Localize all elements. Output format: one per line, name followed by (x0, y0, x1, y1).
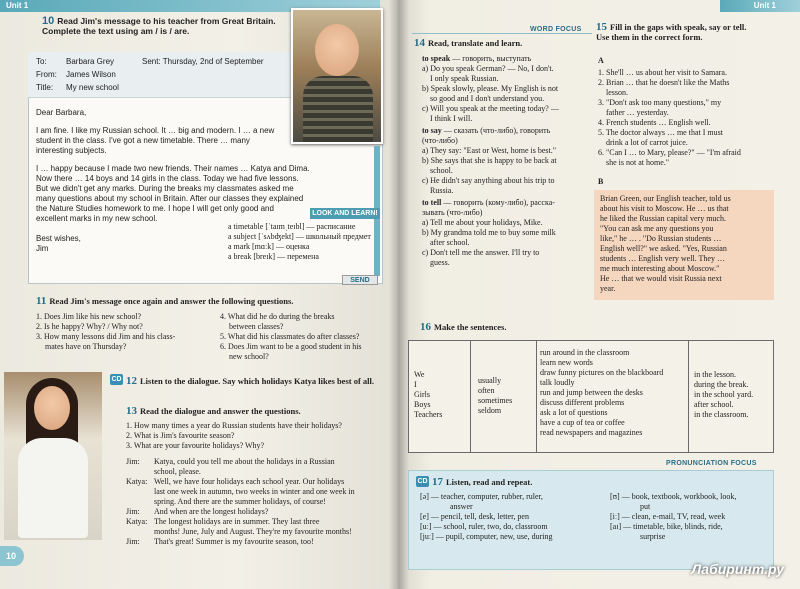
pronunciation-left: [ə] — teacher, computer, rubber, ruler, answer [e] — pencil, tell, desk, letter, pen [uː] — school, ruler, two, do, classroom [juː] — pupil, computer, new, use, during (420, 492, 553, 541)
exercise-15-b: Brian Green, our English teacher, told us about his visit to Moscow. He … us that he liked the Russian capital very much. "You can ask me any questions you like," he … . "Do Russian students … English well?" we asked. "Yes, Russian students … English very well. They … me much interesting about Moscow." He … that we would visit Russia next year. (600, 194, 731, 293)
exercise-14-body: to speak — говорить, выступать a) Do you speak German? — No, I don't. I only speak Russian. b) Speak slowly, please. My English is not so good and I don't understand you. c) Will you speak at the meeting today? — I think I will. to say — сказать (что-либо), говорить (что-либо) a) They say: "East or West, home is best." b) She says that she is happy to be back at school. c) He didn't say anything about his trip to Russia. to tell — говорить (кому-либо), расска- зывать (что-либо) a) Tell me about your holidays, Mike. b) My grandma told me to buy some milk after school. c) Don't tell me the answer. I'll try to guess. (422, 54, 559, 267)
watermark-logo: Лабиринт.ру (691, 561, 784, 577)
exercise-15-b-label: B (598, 177, 604, 186)
boy-face (315, 24, 359, 76)
exercise-13-questions: 1. How many times a year do Russian students have their holidays? 2. What is Jim's favourite season? 3. What are your favourite holidays? Why? (126, 421, 342, 450)
subjects-list: We I Girls Boys Teachers (414, 370, 443, 419)
email-sign-off: Best wishes, (36, 234, 81, 243)
girl-shirt (18, 438, 88, 538)
exercise-11-questions-a: 1. Does Jim like his new school? 2. Is he happy? Why? / Why not? 3. How many lessons did Jim and his class- mates have on Thursday? (36, 312, 176, 351)
email-title: My new school (66, 83, 119, 92)
page-number: 10 (6, 551, 17, 561)
exercise-15-title: 15 Fill in the gaps with speak, say or tell. Use them in the correct form. (596, 21, 747, 42)
exercise-14-title: 14 Read, translate and learn. (414, 37, 523, 49)
look-and-learn-box: a timetable [ˈtaɪmˌteɪbl] — расписание a subject [ˈsʌbʤekt] — школьный предмет a mark [mɑːk] — оценка a break [breɪk] — перемена (228, 222, 371, 261)
exercise-10-title: 10 Read Jim's message to his teacher from Great Britain. Complete the text using am / is / are. (42, 15, 276, 36)
adverbs-list: usually often sometimes seldom (478, 376, 513, 415)
unit-bar-right: Unit 1 (720, 0, 800, 12)
exercise-15-a-label: A (598, 56, 604, 65)
word-focus-rule (412, 33, 592, 34)
unit-bar-left: Unit 1 (0, 0, 380, 12)
email-from: James Wilson (66, 70, 116, 79)
girl-face (34, 386, 70, 430)
send-button[interactable]: SEND (342, 275, 378, 285)
email-signature: Jim (36, 244, 49, 253)
exercise-17-title: 17 Listen, read and repeat. (432, 476, 533, 488)
audio-icon[interactable]: CD (111, 376, 122, 383)
page-fold (389, 0, 409, 589)
exercise-11-questions-b: 4. What did he do during the breaks between classes? 5. What did his classmates do after classes? 6. Does Jim want to be a good student in his new school? (220, 312, 362, 361)
exercise-16-title: 16 Make the sentences. (420, 321, 507, 333)
girl-photo (4, 372, 102, 540)
exercise-number: 10 (42, 15, 55, 27)
audio-icon[interactable]: CD (417, 478, 428, 485)
email-meta: To: Barbara Grey Sent: Thursday, 2nd of September From: James Wilson Title: My new school (36, 57, 264, 92)
email-body: Dear Barbara, I am fine. I like my Russian school. It … big and modern. I … a new student in the class. I've got a new timetable. There … many interesting subjects. I … happy because I made two new friends. Their names … Katya and Dima. Now there … 14 boys and 14 girls in the class. Today we had five lessons. But we didn't get any marks. During the breaks my classmates asked me many questions about my school in Britain. After our classes they explained the Nature Studies homework to me. I hope I will get only good and excellent marks in my new school. Best wishes, Jim (36, 108, 356, 254)
exercise-13-title: 13 Read the dialogue and answer the questions. (126, 405, 301, 417)
pronunciation-right: [ʊ] — book, textbook, workbook, look, put [iː] — clean, e-mail, TV, read, week [aɪ] — timetable, bike, blinds, ride, surprise (610, 492, 737, 541)
exercise-15-a: 1. She'll … us about her visit to Samara. 2. Brian … that he doesn't like the Maths lesson. 3. "Don't ask too many questions," my father … yesterday. 4. French students … English well. 5. The doctor always … me that I must drink a lot of carrot juice. 6. "Can I … to Mary, please?" — "I'm afraid she is not at home." (598, 68, 741, 167)
dialogue: Jim: Katya, could you tell me about the holidays in a Russian school, please. Katya: Well, we have four holidays each school year. Our holidays last one week in autumn, two weeks in winter and one week in spring. And there are the summer holidays, of course! Jim: And when are the longest holidays? Katya: The longest holidays are in summer. They last three months! June, July and August. They're my favourite months! Jim: That's great! Summer is my favourite season, too! (126, 457, 355, 546)
word-focus-label: WORD FOCUS (530, 26, 582, 33)
look-and-learn-label: LOOK AND LEARN! (310, 208, 380, 219)
pronunciation-focus-label: PRONUNCIATION FOCUS (666, 460, 757, 467)
places-list: in the lesson. during the break. in the school yard. after school. in the classroom. (694, 370, 754, 419)
exercise-11-title: 11 Read Jim's message once again and answer the following questions. (36, 295, 294, 307)
actions-list: run around in the classroom learn new words draw funny pictures on the blackboard talk loudly run and jump between the desks discuss different problems ask a lot of questions have a cup of tea or coffee read newspapers and magazines (540, 348, 664, 437)
exercise-12-title: 12 Listen to the dialogue. Say which holidays Katya likes best of all. (126, 375, 375, 387)
email-sent: Sent: Thursday, 2nd of September (142, 57, 264, 66)
email-to: Barbara Grey (66, 57, 115, 66)
